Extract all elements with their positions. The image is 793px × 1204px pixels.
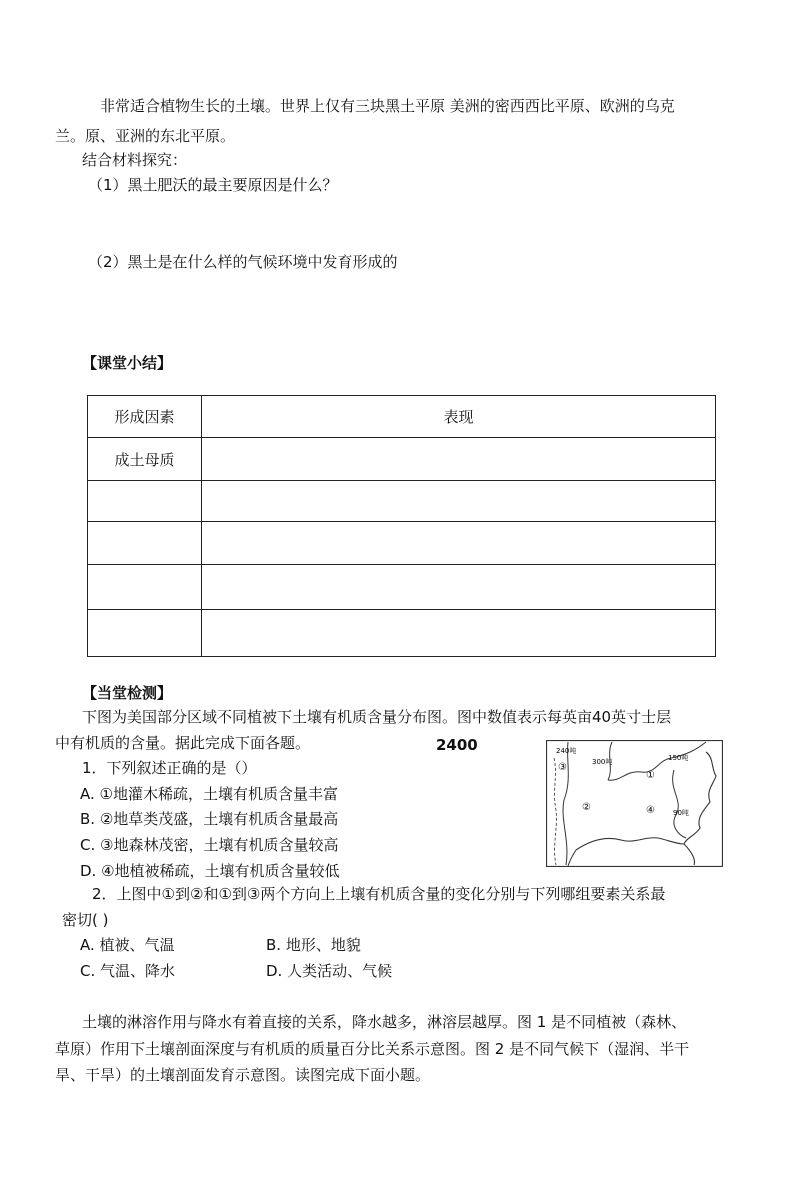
table-header-row (88, 396, 716, 438)
q1-option-a: A. ①地灌木稀疏，土壤有机质含量丰富 (80, 785, 338, 803)
q2-option-a: A. 植被、气温 (80, 936, 175, 954)
row-value-cell[interactable] (202, 481, 716, 522)
q2-option-c: C. 气温、降水 (80, 962, 176, 980)
map-marker-2: ② (582, 802, 591, 813)
row-factor-cell[interactable] (88, 522, 202, 565)
map-label-240: 240吨 (556, 747, 577, 755)
table-row (88, 565, 716, 610)
map-marker-3: ③ (558, 762, 567, 773)
intro-line-1: 非常适合植物生长的土壤。世界上仅有三块黑土平原 美洲的密西西比平原、欧洲的乌克 (100, 97, 675, 115)
intro-line-2: 兰。原、亚洲的东北平原。 (55, 127, 236, 145)
row-factor-cell: 成土母质 (88, 438, 202, 481)
row-factor-cell[interactable] (88, 481, 202, 522)
q2-stem-line-2: 密切( ) (62, 911, 109, 929)
row-value-cell[interactable] (202, 522, 716, 565)
summary-table (87, 395, 716, 657)
table-row (88, 438, 716, 481)
q1-stem: 1．下列叙述正确的是（） (82, 759, 257, 777)
row-factor-cell[interactable] (88, 565, 202, 610)
row-value-cell[interactable] (202, 565, 716, 610)
header-manifestation: 表现 (202, 396, 716, 438)
header-factor: 形成因素 (88, 396, 202, 438)
table-row (88, 481, 716, 522)
table-row (88, 522, 716, 565)
row-value-cell[interactable] (202, 438, 716, 481)
soil-organic-matter-map (546, 740, 723, 867)
q2-stem-line-1: 2．上图中①到②和①到③两个方向上上壤有机质含量的变化分别与下列哪组要素关系最 (92, 885, 666, 903)
final-text-line-1: 土壤的淋溶作用与降水有着直接的关系，降水越多，淋溶层越厚。图 1 是不同植被（森林、 (82, 1013, 687, 1031)
test-text-line-2: 中有机质的含量。据此完成下面各题。 (55, 734, 311, 752)
q2-option-b: B. 地形、地貌 (266, 936, 361, 954)
q2-option-d: D. 人类活动、气候 (266, 962, 393, 980)
map-marker-4: ④ (646, 805, 655, 816)
map-label-300: 300吨 (592, 758, 613, 766)
map-marker-1: ① (646, 770, 655, 781)
row-value-cell[interactable] (202, 610, 716, 657)
row-factor-cell[interactable] (88, 610, 202, 657)
q1-option-b: B. ②地草类茂盛，土壤有机质含量最高 (80, 810, 339, 828)
q1-option-d: D. ④地植被稀疏，土壤有机质含量较低 (80, 862, 340, 880)
test-text-line-1: 下图为美国部分区域不同植被下土壤有机质含量分布图。图中数值表示每英亩40英寸士层 (82, 708, 672, 726)
table-row (88, 610, 716, 657)
number-2400: 2400 (436, 736, 478, 754)
q1-option-c: C. ③地森林茂密，土壤有机质含量较高 (80, 836, 339, 854)
map-label-150: 150吨 (668, 754, 689, 762)
question-2: （2）黑土是在什么样的气候环境中发育形成的 (88, 253, 398, 271)
final-text-line-3: 旱、干旱）的土壤剖面发育示意图。读图完成下面小题。 (55, 1066, 431, 1084)
summary-heading: 【课堂小结】 (82, 354, 173, 372)
test-heading: 【当堂检测】 (82, 684, 173, 702)
question-1: （1）黑土肥沃的最主要原因是什么？ (88, 176, 338, 194)
map-label-90: 90吨 (673, 809, 689, 817)
final-text-line-2: 草原）作用下土壤剖面深度与有机质的质量百分比关系示意图。图 2 是不同气候下（湿润、半干 (55, 1040, 690, 1058)
explore-prompt: 结合材料探究： (82, 151, 188, 169)
